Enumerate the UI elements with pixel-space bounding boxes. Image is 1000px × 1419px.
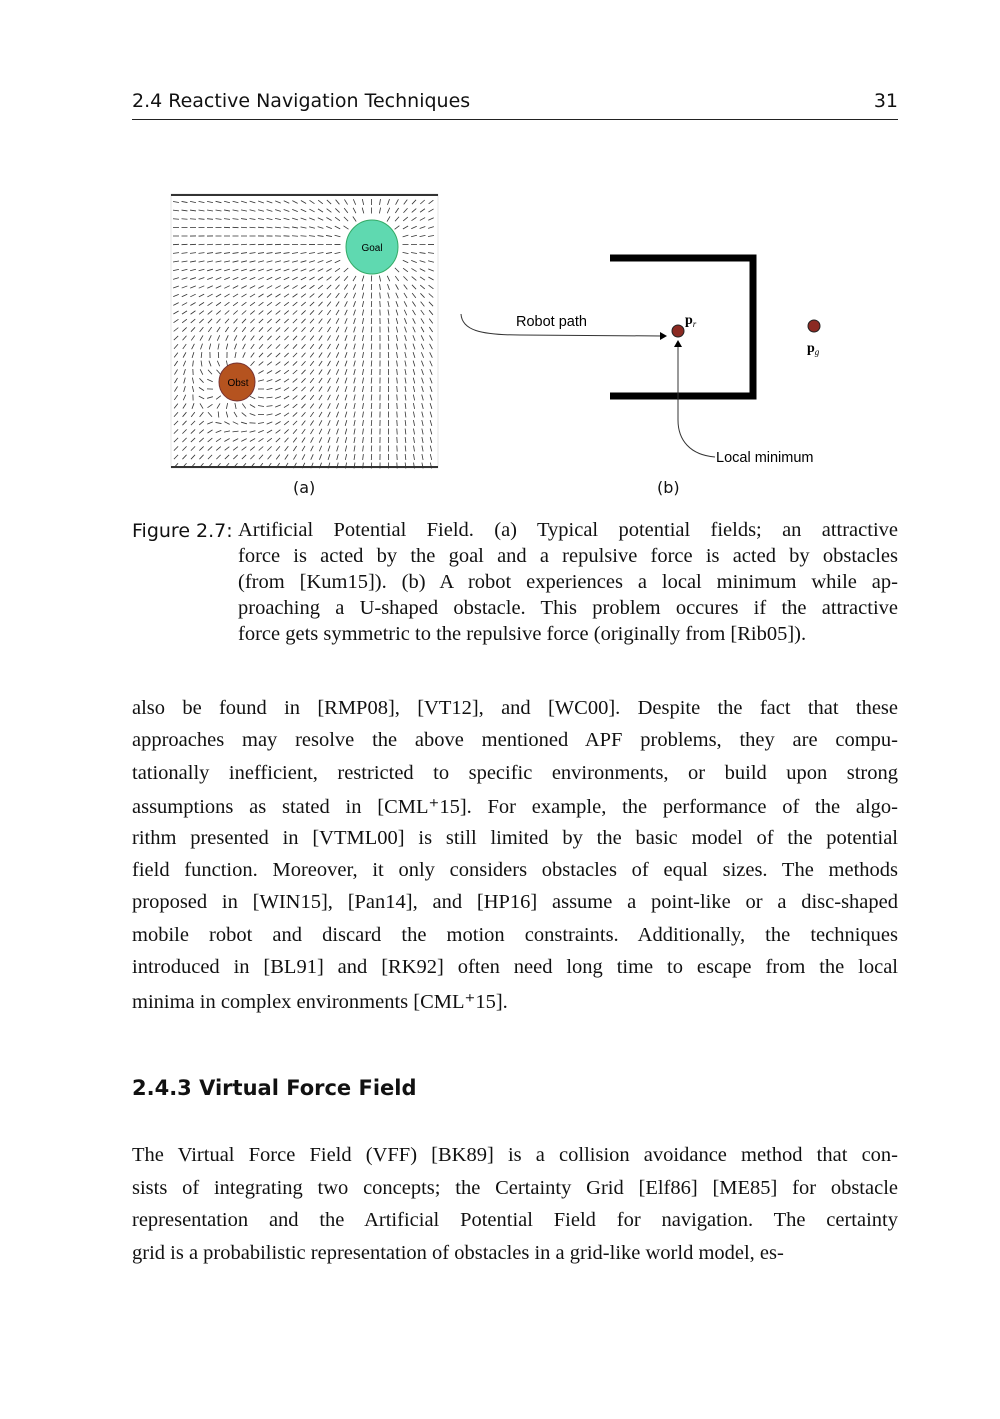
text-line: force gets symmetric to the repulsive force (originally from [Rib05]). xyxy=(238,623,807,645)
force-vector xyxy=(371,420,372,426)
text-line: minima in complex environments [CML⁺15]. xyxy=(132,990,508,1013)
goal-point-label: $p_g$ xyxy=(807,341,820,357)
text-line: also be found in [RMP08], [VT12], and [WC00]. Despite the fact that these xyxy=(132,697,898,719)
section-title: 2.4 Reactive Navigation Techniques xyxy=(132,90,471,112)
text-line: (from [Kum15]). (b) A robot experiences a local minimum while ap- xyxy=(238,571,898,593)
force-vector xyxy=(388,344,389,350)
force-vector xyxy=(371,335,372,341)
local-minimum-label: Local minimum xyxy=(716,450,814,466)
force-vector xyxy=(182,219,188,220)
figure-2-7 xyxy=(0,0,1000,500)
figure-caption-label: Figure 2.7: xyxy=(132,520,233,542)
text-line: representation and the Artificial Potential Field for navigation. The certainty xyxy=(132,1209,898,1231)
section-heading: 2.4.3 Virtual Force Field xyxy=(132,1076,417,1100)
text-line: rithm presented in [VTML00] is still limited by the basic model of the potential xyxy=(132,826,898,849)
force-vector xyxy=(397,403,398,409)
obstacle-label: Obst xyxy=(227,378,249,389)
vector-field-panel xyxy=(171,194,438,468)
goal-label: Goal xyxy=(361,243,383,254)
page-number: 31 xyxy=(873,90,898,112)
text-line: force is acted by the goal and a repulsive force is acted by obstacles xyxy=(238,545,898,567)
robot-point xyxy=(672,325,684,337)
text-line: The Virtual Force Field (VFF) [BK89] is a collision avoidance method that con- xyxy=(132,1144,898,1166)
u-obstacle-panel xyxy=(461,258,820,466)
subfigure-b-label: (b) xyxy=(657,478,680,497)
force-vector xyxy=(371,344,372,350)
text-line: approaches may resolve the above mentioned APF problems, they are compu- xyxy=(132,729,898,752)
goal-point xyxy=(808,320,820,332)
text-line: introduced in [BL91] and [RK92] often need long time to escape from the local xyxy=(132,956,898,979)
text-line: proposed in [WIN15], [Pan14], and [HP16] assume a point-like or a disc-shaped xyxy=(132,891,898,914)
text-line: Artificial Potential Field. (a) Typical potential fields; an attractive xyxy=(238,519,898,541)
subfigure-a-label: (a) xyxy=(293,478,316,497)
text-line: sists of integrating two concepts; the Certainty Grid [Elf86] [ME85] for obstacle xyxy=(132,1176,898,1199)
force-vector xyxy=(371,327,372,333)
text-line: mobile robot and discard the motion constraints. Additionally, the techniques xyxy=(132,923,898,946)
text-line: grid is a probabilistic representation of obstacles in a grid-like world model, es- xyxy=(132,1241,784,1264)
robot-point-label: $p_r$ xyxy=(685,313,697,329)
force-vector xyxy=(173,219,179,220)
force-vector xyxy=(250,227,256,228)
robot-path-label: Robot path xyxy=(516,314,587,330)
local-minimum-arrow xyxy=(678,346,715,457)
text-line: proaching a U-shaped obstacle. This problem occures if the attractive xyxy=(238,597,898,619)
text-line: tationally inefficient, restricted to specific environments, or build upon strong xyxy=(132,761,898,784)
text-line: assumptions as stated in [CML⁺15]. For example, the performance of the algo- xyxy=(132,796,898,819)
text-line: field function. Moreover, it only considers obstacles of equal sizes. The methods xyxy=(132,859,898,881)
force-vector xyxy=(301,236,307,237)
force-vector xyxy=(371,429,372,435)
